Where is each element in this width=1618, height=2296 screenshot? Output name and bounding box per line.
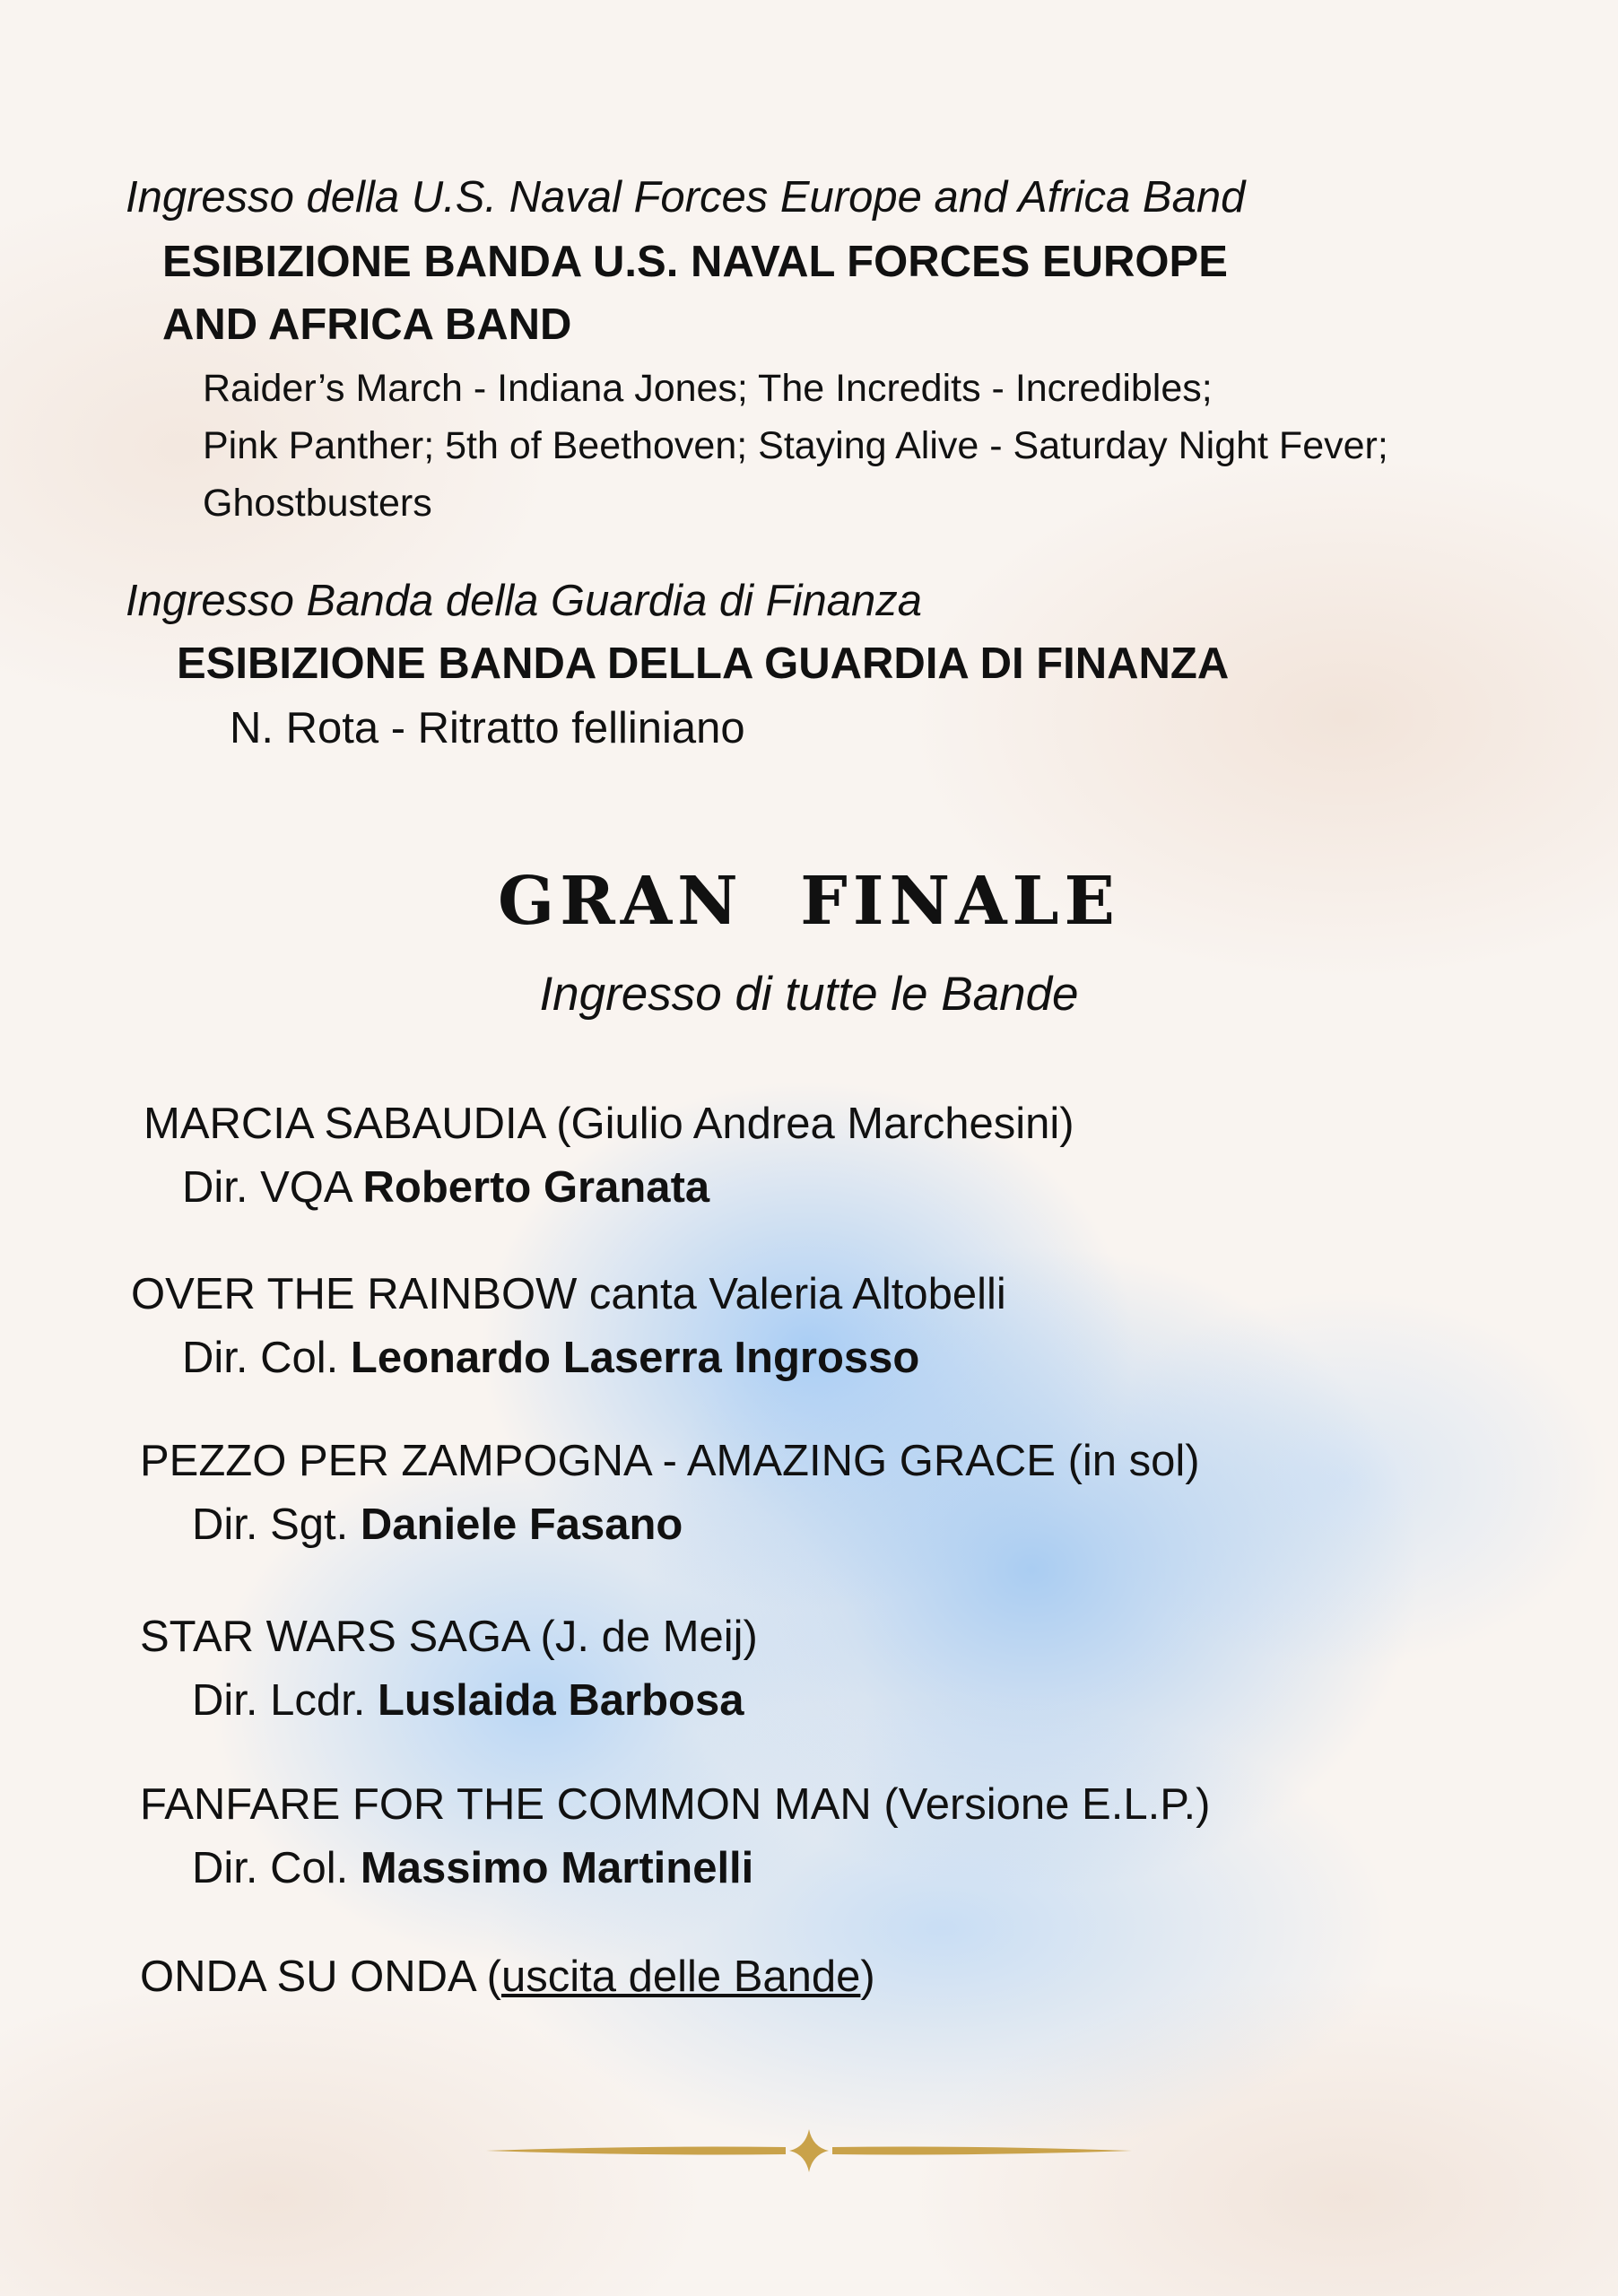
director-name: Daniele Fasano	[360, 1500, 683, 1549]
song-title: FANFARE FOR THE COMMON MAN (Versione E.L.P.)	[140, 1780, 1211, 1829]
director-rank: Dir. VQA	[182, 1163, 351, 1212]
director-name: Roberto Granata	[362, 1163, 710, 1212]
naval-band-performance-line1: ESIBIZIONE BANDA U.S. NAVAL FORCES EUROPE	[162, 238, 1228, 286]
gold-divider	[484, 2126, 1134, 2176]
naval-band-entrance: Ingresso della U.S. Naval Forces Europe and Africa Band	[126, 173, 1246, 222]
finale-subtitle: Ingresso di tutte le Bande	[539, 968, 1079, 1021]
director-name: Massimo Martinelli	[360, 1844, 754, 1892]
star-icon	[789, 2129, 829, 2172]
finanza-band-piece: N. Rota - Ritratto felliniano	[230, 704, 745, 752]
director-line	[192, 1843, 753, 1893]
piece-line: Pink Panther; 5th of Beethoven; Staying Alive - Saturday Night Fever;	[203, 424, 1388, 467]
song-title: PEZZO PER ZAMPOGNA - AMAZING GRACE (in sol)	[140, 1437, 1200, 1485]
finanza-band-entrance: Ingresso Banda della Guardia di Finanza	[126, 577, 923, 625]
page-title: GRAN FINALE	[498, 863, 1120, 940]
song-title: MARCIA SABAUDIA (Giulio Andrea Marchesini)	[144, 1100, 1074, 1148]
song-title: OVER THE RAINBOW canta Valeria Altobelli	[131, 1270, 1006, 1318]
closing-underlined: uscita delle Bande	[500, 1952, 861, 2001]
song-title: STAR WARS SAGA (J. de Meij)	[140, 1613, 758, 1661]
closing-prefix: ONDA SU ONDA (	[140, 1952, 501, 2001]
closing-song	[140, 1952, 875, 2002]
director-rank: Dir. Col.	[192, 1844, 349, 1892]
director-name: Leonardo Laserra Ingrosso	[350, 1334, 920, 1382]
director-line	[192, 1500, 683, 1550]
divider-left-line	[486, 2147, 786, 2155]
director-rank: Dir. Lcdr.	[192, 1676, 366, 1725]
finanza-band-performance: ESIBIZIONE BANDA DELLA GUARDIA DI FINANZA	[177, 639, 1230, 688]
piece-line: Ghostbusters	[203, 482, 432, 525]
naval-band-pieces	[203, 360, 1388, 532]
director-rank: Dir. Sgt.	[192, 1500, 349, 1549]
closing-suffix: )	[860, 1952, 875, 2001]
naval-band-performance-line2: AND AFRICA BAND	[162, 300, 572, 349]
director-rank: Dir. Col.	[182, 1334, 339, 1382]
director-name: Luslaida Barbosa	[377, 1676, 744, 1725]
director-line	[182, 1162, 709, 1213]
piece-line: Raider’s March - Indiana Jones; The Incredits - Incredibles;	[203, 367, 1213, 410]
director-line	[192, 1675, 744, 1726]
director-line	[182, 1333, 919, 1383]
divider-right-line	[832, 2147, 1132, 2155]
